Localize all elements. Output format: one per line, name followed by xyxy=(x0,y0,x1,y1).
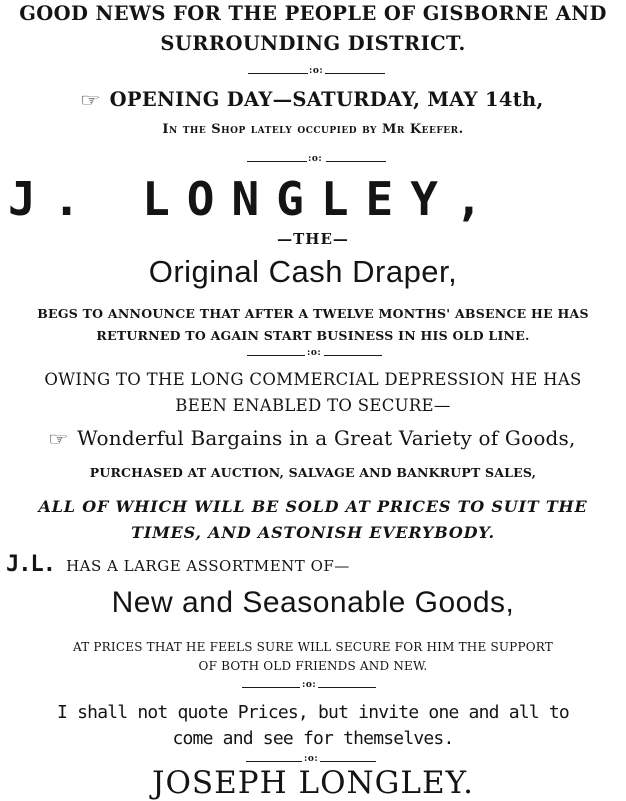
pointing-hand-icon: ☞ xyxy=(48,429,67,450)
headline-line-2: SURROUNDING DISTRICT. xyxy=(160,32,466,55)
announce-line-2: RETURNED TO AGAIN START BUSINESS IN HIS OLD LINE. xyxy=(96,328,530,343)
name-banner: J. LONGLEY, xyxy=(8,172,500,226)
prices-line-1: ALL OF WHICH WILL BE SOLD AT PRICES TO SUIT THE xyxy=(38,497,588,516)
separator-rule-4: :o: xyxy=(0,682,626,692)
assortment-text: HAS A LARGE ASSORTMENT OF— xyxy=(66,557,350,575)
owing-line-2: BEEN ENABLED TO SECURE— xyxy=(175,396,451,415)
separator-rule-3: :o: xyxy=(0,350,626,360)
pointing-hand-icon: ☞ xyxy=(80,90,99,111)
support-line-2: OF BOTH OLD FRIENDS AND NEW. xyxy=(198,659,428,673)
separator-rule-1: :o: xyxy=(0,68,626,78)
draper-title: Original Cash Draper, xyxy=(148,254,458,289)
invite-line-1: I shall not quote Prices, but invite one and all to xyxy=(57,702,569,723)
the-label: —THE— xyxy=(277,230,349,248)
opening-day-line xyxy=(0,88,626,111)
assortment-line xyxy=(0,552,626,577)
separator-rule-2: :o: xyxy=(0,156,626,166)
separator-rule-5: :o: xyxy=(0,756,626,766)
shop-location-line: In the Shop lately occupied by Mr Keefer. xyxy=(162,122,464,137)
owing-line-1: OWING TO THE LONG COMMERCIAL DEPRESSION HE HAS xyxy=(44,370,582,389)
opening-day-text: OPENING DAY—SATURDAY, MAY 14th, xyxy=(109,88,544,111)
announce-line-1: BEGS TO ANNOUNCE THAT AFTER A TWELVE MONTHS' ABSENCE HE HAS xyxy=(37,306,589,321)
prices-line-2: TIMES, AND ASTONISH EVERYBODY. xyxy=(131,523,495,542)
signature-name: JOSEPH LONGLEY. xyxy=(152,765,474,801)
seasonable-goods-title: New and Seasonable Goods, xyxy=(111,586,515,619)
support-line-1: AT PRICES THAT HE FEELS SURE WILL SECURE FOR HIM THE SUPPORT xyxy=(72,640,553,654)
bargains-text: Wonderful Bargains in a Great Variety of Goods, xyxy=(77,426,576,450)
bargains-line xyxy=(0,426,626,450)
headline-line-1: GOOD NEWS FOR THE PEOPLE OF GISBORNE AND xyxy=(19,2,607,25)
auction-line: PURCHASED AT AUCTION, SALVAGE AND BANKRUPT SALES, xyxy=(89,465,537,480)
invite-line-2: come and see for themselves. xyxy=(172,728,454,749)
initials: J.L. xyxy=(6,552,55,577)
